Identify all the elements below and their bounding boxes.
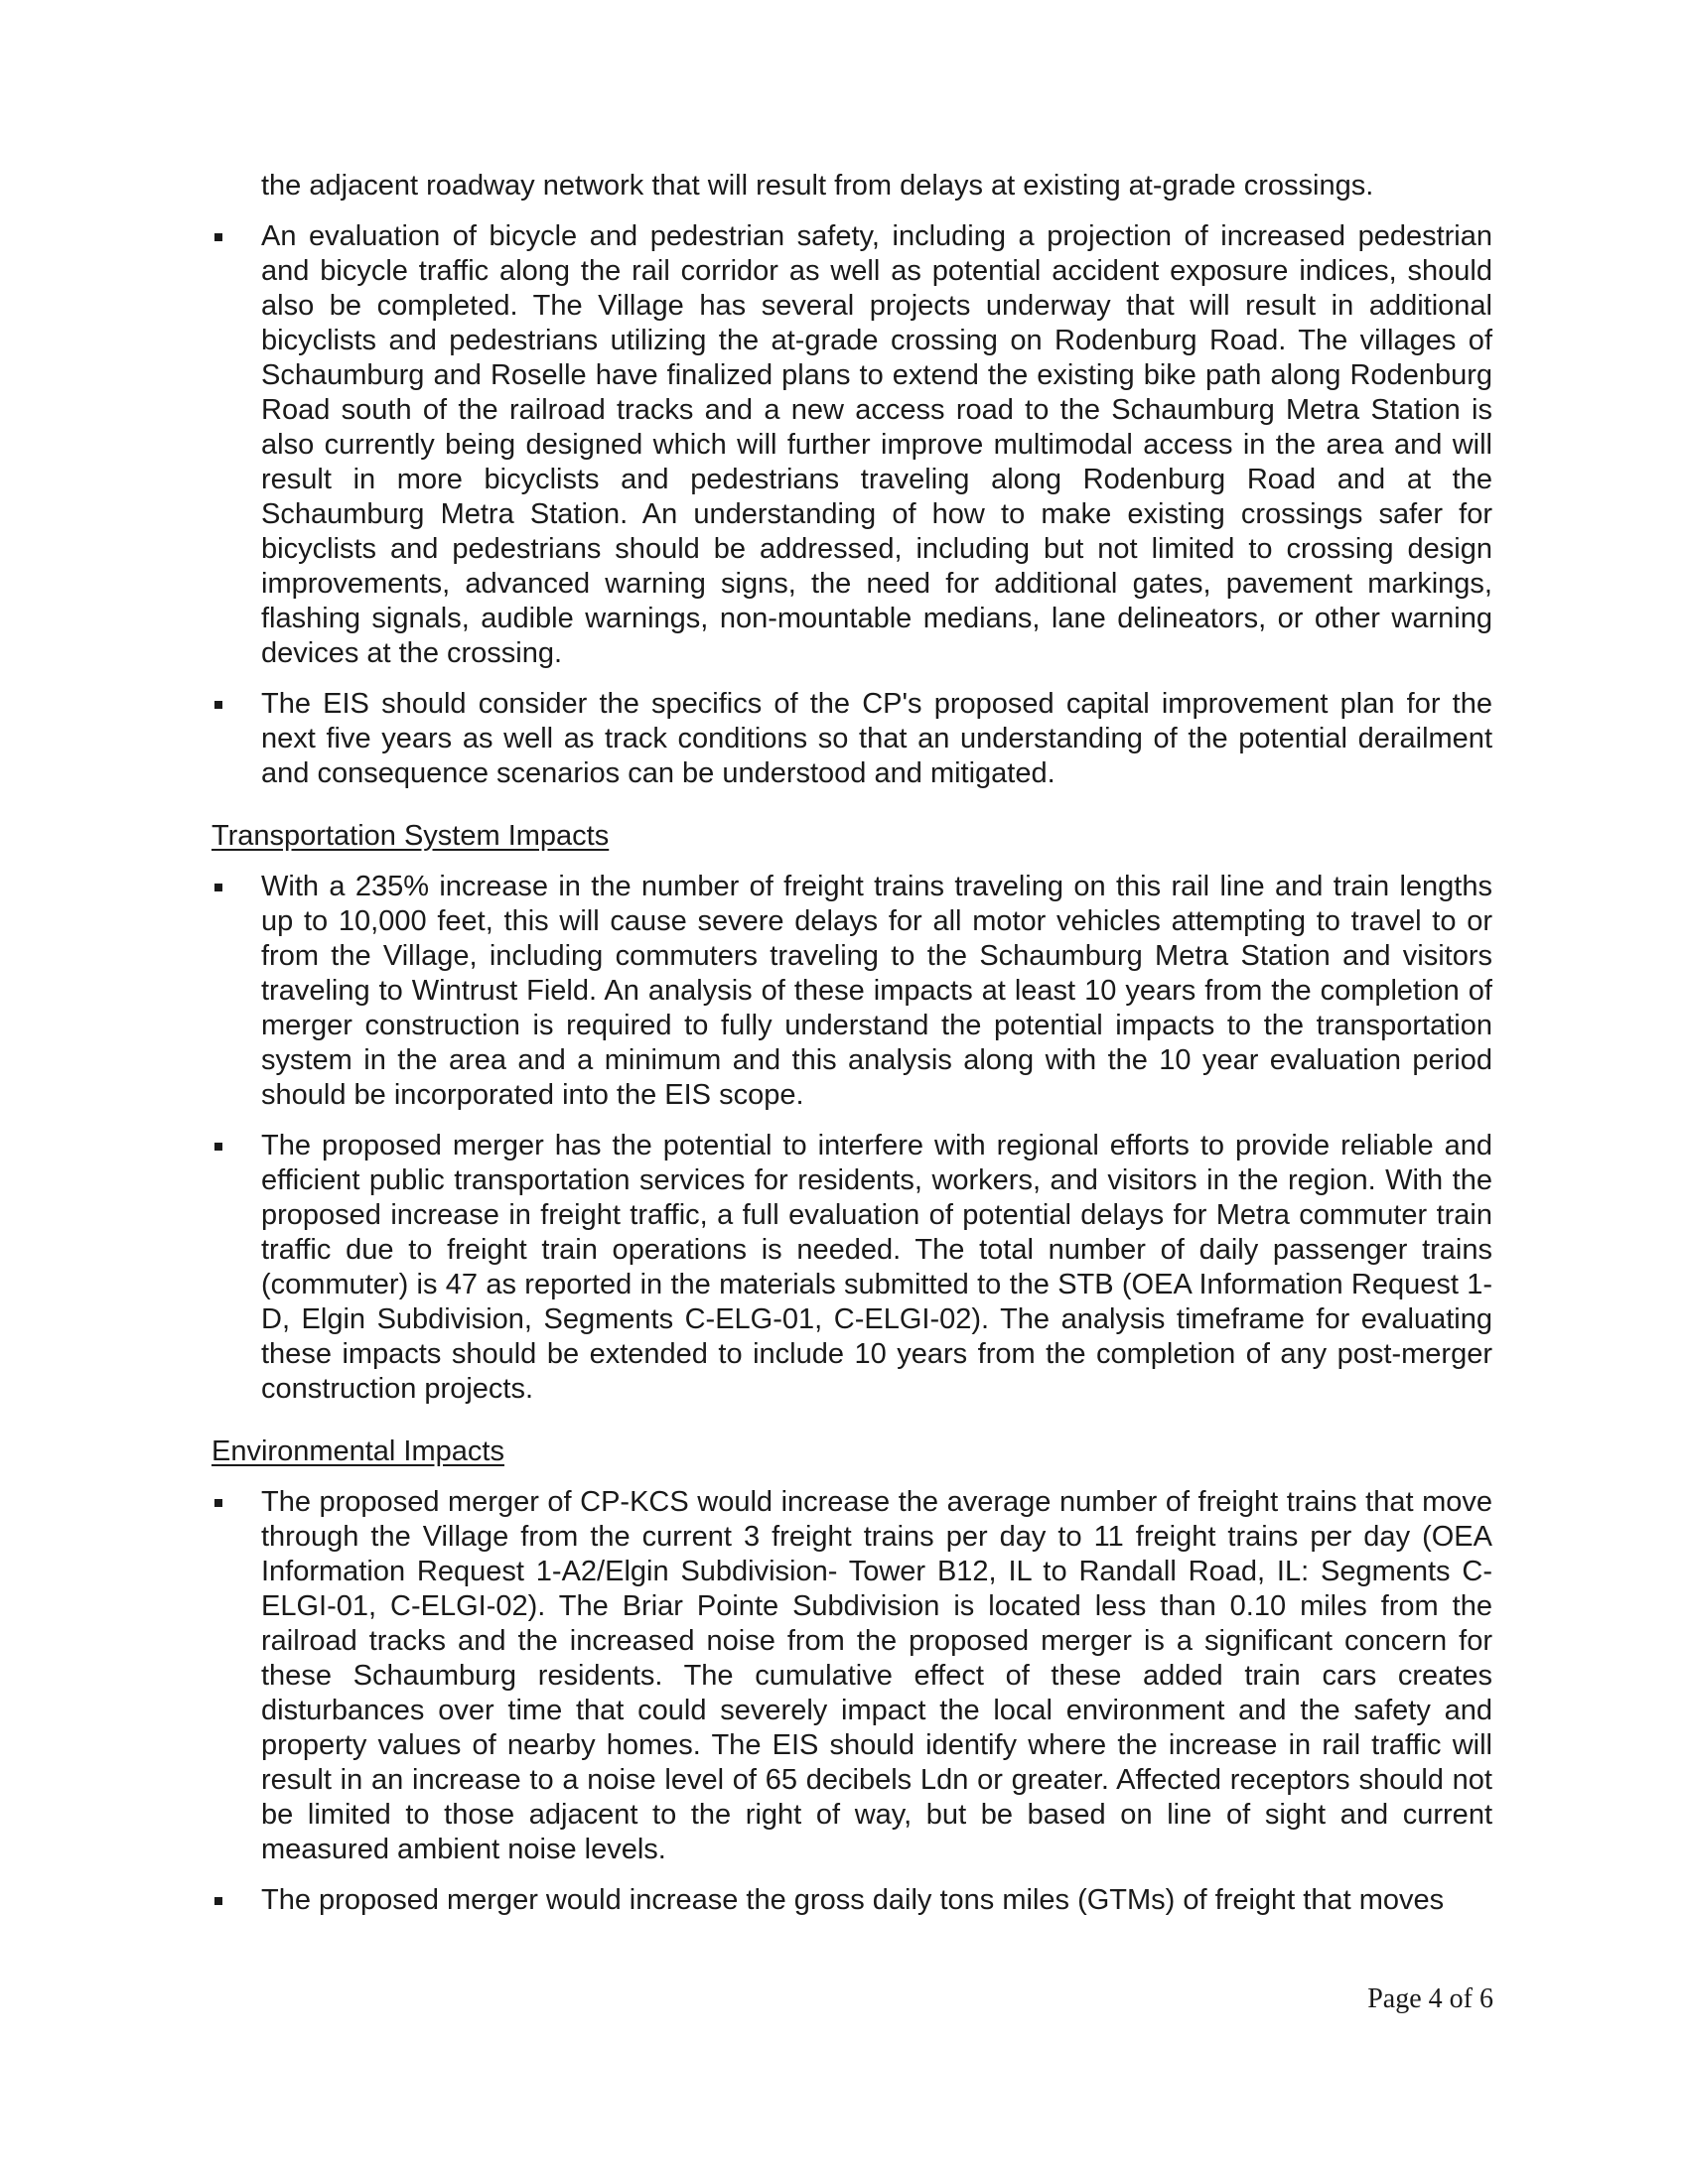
bullet-marker	[214, 884, 222, 891]
section-heading-environmental: Environmental Impacts	[211, 1435, 504, 1467]
bullet-gross-tons-miles	[211, 1883, 1492, 1918]
section-heading-transportation: Transportation System Impacts	[211, 820, 610, 852]
bullet-capital-improvement-plan	[211, 687, 1492, 791]
bullet-bicycle-pedestrian-safety	[211, 219, 1492, 671]
continuation-paragraph: the adjacent roadway network that will result from delays at existing at-grade crossings.	[261, 170, 1374, 202]
bullet-text: The proposed merger of CP-KCS would increase the average number of freight trains that move through the Village from the current 3 freight trains per day to 11 freight trains per day (OEA Information Request 1-A2/Elgin Subdivision- Tower B12, IL to Randall Road, IL: Segments C-ELGI-01, C-ELGI-02). The Briar Pointe Subdivision is located less than 0.10 miles from the railroad tracks and the increased noise from the proposed merger is a significant concern for these Schaumburg residents. The cumulative effect of these added train cars creates disturbances over time that could severely impact the local environment and the safety and property values of nearby homes. The EIS should identify where the increase in rail traffic will result in an increase to a noise level of 65 decibels Ldn or greater. Affected receptors should not be limited to those adjacent to the right of way, but be based on line of sight and current measured ambient noise levels.	[261, 1486, 1492, 1865]
bullet-text: The EIS should consider the specifics of the CP's proposed capital improvement plan for the next five years as well as track conditions so that an understanding of the potential derailment and consequence scenarios can be understood and mitigated.	[261, 688, 1492, 789]
bullet-noise-impacts	[211, 1485, 1492, 1867]
bullet-public-transportation	[211, 1129, 1492, 1407]
bullet-marker	[214, 1897, 222, 1905]
bullet-marker	[214, 1499, 222, 1507]
bullet-text: With a 235% increase in the number of freight trains traveling on this rail line and train lengths up to 10,000 feet, this will cause severe delays for all motor vehicles attempting to travel to or from the Village, including commuters traveling to the Schaumburg Metra Station and visitors traveling to Wintrust Field. An analysis of these impacts at least 10 years from the completion of merger construction is required to fully understand the potential impacts to the transportation system in the area and a minimum and this analysis along with the 10 year evaluation period should be incorporated into the EIS scope.	[261, 871, 1492, 1111]
document-page	[211, 169, 1492, 1918]
bullet-marker	[214, 233, 222, 241]
page-number: Page 4 of 6	[1367, 1983, 1493, 2014]
bullet-marker	[214, 1143, 222, 1151]
bullet-text: The proposed merger would increase the gross daily tons miles (GTMs) of freight that moves	[261, 1884, 1445, 1916]
bullet-text: An evaluation of bicycle and pedestrian safety, including a projection of increased pedestrian and bicycle traffic along the rail corridor as well as potential accident exposure indices, should also be completed. The Village has several projects underway that will result in additional bicyclists and pedestrians utilizing the at-grade crossing on Rodenburg Road. The villages of Schaumburg and Roselle have finalized plans to extend the existing bike path along Rodenburg Road south of the railroad tracks and a new access road to the Schaumburg Metra Station is also currently being designed which will further improve multimodal access in the area and will result in more bicyclists and pedestrians traveling along Rodenburg Road and at the Schaumburg Metra Station. An understanding of how to make existing crossings safer for bicyclists and pedestrians should be addressed, including but not limited to crossing design improvements, advanced warning signs, the need for additional gates, pavement markings, flashing signals, audible warnings, non-mountable medians, lane delineators, or other warning devices at the crossing.	[261, 220, 1492, 669]
bullet-marker	[214, 701, 222, 709]
bullet-text: The proposed merger has the potential to interfere with regional efforts to provide reliable and efficient public transportation services for residents, workers, and visitors in the region. With the proposed increase in freight traffic, a full evaluation of potential delays for Metra commuter train traffic due to freight train operations is needed. The total number of daily passenger trains (commuter) is 47 as reported in the materials submitted to the STB (OEA Information Request 1-D, Elgin Subdivision, Segments C-ELG-01, C-ELGI-02). The analysis timeframe for evaluating these impacts should be extended to include 10 years from the completion of any post-merger construction projects.	[261, 1130, 1492, 1405]
bullet-freight-delays	[211, 870, 1492, 1113]
